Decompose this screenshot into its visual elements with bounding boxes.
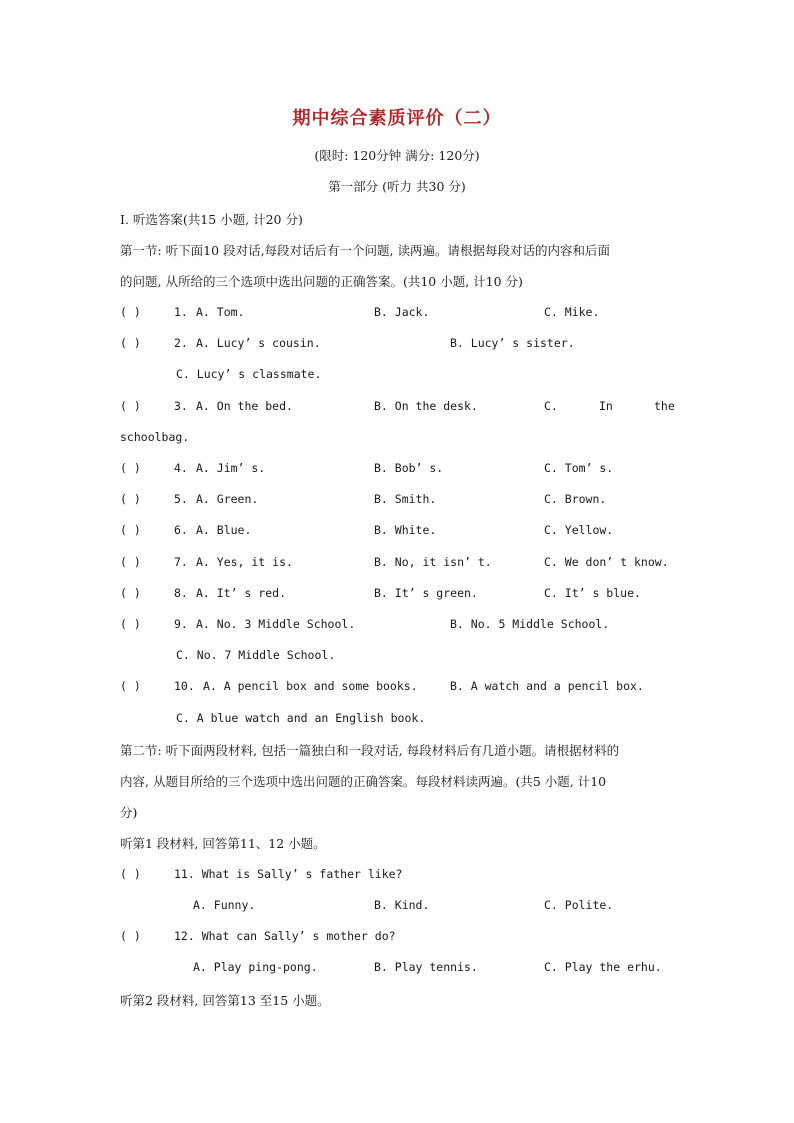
option-b: B. Lucy’ s sister.: [450, 336, 575, 350]
option-a: A. Funny.: [193, 898, 256, 912]
answer-blank[interactable]: ( ): [120, 461, 141, 475]
option-c: C. No. 7 Middle School.: [176, 648, 336, 662]
option-b: B. No. 5 Middle School.: [450, 617, 610, 631]
section-intro-line: 的问题, 从所给的三个选项中选出问题的正确答案。(共10 小题, 计10 分): [120, 274, 523, 289]
question-number: 7.: [174, 555, 188, 569]
question-number: 9.: [174, 617, 188, 631]
option-a: A. A pencil box and some books.: [203, 679, 418, 693]
option-c: C. Brown.: [544, 492, 607, 506]
option-b: B. Kind.: [374, 898, 430, 912]
question-number: 10.: [174, 679, 195, 693]
option-a: A. It’ s red.: [196, 586, 287, 600]
option-a: A. On the bed.: [196, 399, 293, 413]
exam-info: (限时: 120分钟 满分: 120分): [314, 148, 480, 163]
section-intro-line: 内容, 从题目所给的三个选项中选出问题的正确答案。每段材料读两遍。(共5 小题, 计10: [120, 774, 607, 789]
option-c-word: In: [599, 399, 613, 413]
answer-blank[interactable]: ( ): [120, 929, 141, 943]
option-a: A. Jim’ s.: [196, 461, 266, 475]
option-c: C. Play the erhu.: [544, 960, 662, 974]
answer-blank[interactable]: ( ): [120, 336, 141, 350]
option-c: C. Lucy’ s classmate.: [176, 367, 322, 381]
part-heading: 第一部分 (听力 共30 分): [328, 179, 466, 194]
question-stem: 12. What can Sally’ s mother do?: [174, 929, 396, 943]
option-b: B. A watch and a pencil box.: [450, 679, 644, 693]
option-c: C. Mike.: [544, 305, 600, 319]
answer-blank[interactable]: ( ): [120, 399, 141, 413]
page-title: 期中综合素质评价（二）: [292, 108, 502, 129]
question-number: 8.: [174, 586, 188, 600]
option-a: A. Blue.: [196, 523, 252, 537]
option-c: C. We don’ t know.: [544, 555, 669, 569]
question-number: 3.: [174, 399, 188, 413]
question-number: 6.: [174, 523, 188, 537]
option-a: A. Green.: [196, 492, 259, 506]
answer-blank[interactable]: ( ): [120, 586, 141, 600]
option-a: A. Lucy’ s cousin.: [196, 336, 321, 350]
answer-blank[interactable]: ( ): [120, 617, 141, 631]
question-stem: 11. What is Sally’ s father like?: [174, 867, 403, 881]
option-b: B. Jack.: [374, 305, 430, 319]
option-b: B. White.: [374, 523, 437, 537]
option-a: A. Play ping-pong.: [193, 960, 318, 974]
answer-blank[interactable]: ( ): [120, 679, 141, 693]
option-c: C. Tom’ s.: [544, 461, 614, 475]
option-b: B. Bob’ s.: [374, 461, 444, 475]
option-c-word: the: [654, 399, 675, 413]
option-b: B. No, it isn’ t.: [374, 555, 492, 569]
question-number: 4.: [174, 461, 188, 475]
option-a: A. No. 3 Middle School.: [196, 617, 356, 631]
option-a: A. Tom.: [196, 305, 245, 319]
option-b: B. Smith.: [374, 492, 437, 506]
section-intro-line: 第二节: 听下面两段材料, 包括一篇独白和一段对话, 每段材料后有几道小题。请根据材料的: [120, 743, 620, 758]
answer-blank[interactable]: ( ): [120, 555, 141, 569]
option-b: B. It’ s green.: [374, 586, 478, 600]
section-heading: I. 听选答案(共15 小题, 计20 分): [120, 212, 303, 227]
option-c: C. A blue watch and an English book.: [176, 711, 426, 725]
answer-blank[interactable]: ( ): [120, 523, 141, 537]
option-b: B. On the desk.: [374, 399, 478, 413]
option-c-word: schoolbag.: [120, 430, 190, 444]
option-c-letter: C.: [544, 399, 558, 413]
option-b: B. Play tennis.: [374, 960, 478, 974]
answer-blank[interactable]: ( ): [120, 492, 141, 506]
option-c: C. It’ s blue.: [544, 586, 641, 600]
question-number: 2.: [174, 336, 188, 350]
option-c: C. Yellow.: [544, 523, 614, 537]
section-intro-line: 分): [120, 805, 138, 820]
option-a: A. Yes, it is.: [196, 555, 293, 569]
question-number: 1.: [174, 305, 188, 319]
answer-blank[interactable]: ( ): [120, 867, 141, 881]
section-intro-line: 第一节: 听下面10 段对话,每段对话后有一个问题, 读两遍。请根据每段对话的内容和后面: [120, 243, 610, 258]
question-number: 5.: [174, 492, 188, 506]
material-instruction: 听第2 段材料, 回答第13 至15 小题。: [120, 993, 330, 1008]
answer-blank[interactable]: ( ): [120, 305, 141, 319]
material-instruction: 听第1 段材料, 回答第11、12 小题。: [120, 836, 326, 851]
option-c: C. Polite.: [544, 898, 614, 912]
